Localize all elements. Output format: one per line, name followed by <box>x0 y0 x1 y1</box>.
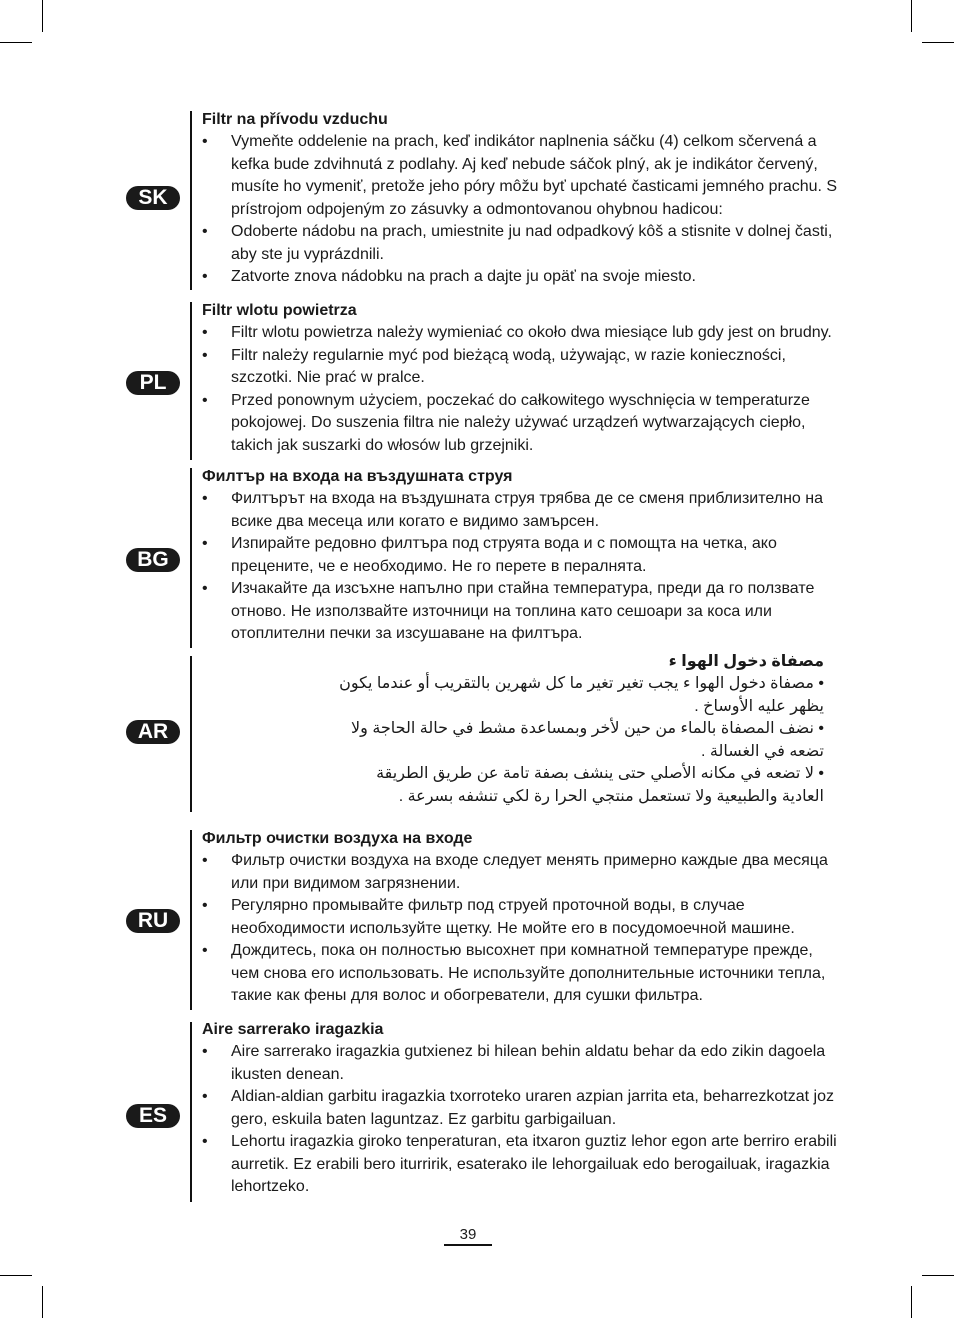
section-bg <box>202 466 842 646</box>
page-number: 39 <box>444 1226 492 1246</box>
section-sk <box>202 109 842 289</box>
list-item: • Aldian-aldian garbitu iragazkia txorroteko uraren azpian jarrita eta, beharrezkotzat joz gero, eskuila baten laguntzaz. Ez garbitu garbigailuan. <box>202 1088 834 1128</box>
crop-mark <box>0 42 32 43</box>
language-badge-sk: SK <box>126 186 180 210</box>
list-item: • Филтърът на входа на въздушната струя трябва де се сменя приблизително на всике два месеца или когато е видимо замърсен. <box>202 490 823 530</box>
list-item: • Изпирайте редовно филтъра под струята вода и с помощта на четка, ако прецените, че е необходимо. Не го перете в пералнята. <box>202 535 777 575</box>
language-badge-es: ES <box>126 1104 180 1128</box>
section-title: Filtr na přívodu vzduchu <box>202 111 388 128</box>
crop-mark <box>42 1286 43 1318</box>
list-item: • نضف المصفاة بالماء من حين لأخر وبمساعدة مشط في حالة الحاجة ولا تضعه في الغسالة . <box>351 720 824 760</box>
section-ar <box>330 651 824 808</box>
list-item: • Filtr należy regularnie myć pod bieżącą wodą, używając, w razie konieczności, szczotki. Nie prać w pralce. <box>202 346 786 386</box>
list-item: • Фильтр очистки воздуха на входе следует менять примерно каждые два месяца или при видимом загрязнении. <box>202 852 828 892</box>
section-title: Филтър на входа на въздушната струя <box>202 468 513 485</box>
list-item: • Дождитесь, пока он полностью высохнет при комнатной температуре прежде, чем снова его использовать. Не используйте дополнительные источники тепла, такие как фены для волос и обогреватели, для сушки фильтра. <box>202 942 826 1004</box>
list-item: • Vymeňte oddelenie na prach, keď indikátor naplnenia sáčku (4) celkom sčervená a kefka bude zdvihnutá z podlahy. Aj keď nebude sáčok plný, ak je indikátor červený, musíte ho vymeniť, pretože jeho póry môžu byť upchaté časticami jemného prachu. S prístrojom odpojeným zo zásuvky a odmontovanou ohybnou hadicou: <box>202 133 838 218</box>
section-title: Filtr wlotu powietrza <box>202 302 357 319</box>
crop-mark <box>42 0 43 32</box>
language-badge-ar: AR <box>126 720 180 744</box>
section-pl <box>202 300 842 457</box>
section-divider <box>190 830 192 1010</box>
section-divider <box>190 111 192 290</box>
section-ru <box>202 828 842 1008</box>
section-es <box>202 1019 842 1199</box>
list-item: • Przed ponownym użyciem, poczekać do całkowitego wyschnięcia w temperaturze pokojowej. Do suszenia filtra nie należy używać urządzeń wytwarzających ciepło, takich jak suszarki do włosów lub grzejniki. <box>202 391 810 454</box>
list-item: • Zatvorte znova nádobku na prach a dajte ju opäť na svoje miesto. <box>202 268 696 285</box>
list-item: • مصفاة دخول الهوا ء يجب تغير تغير ما كل شهرين بالتقريب أو عندما يكون يظهر عليه الأوساخ . <box>339 675 824 715</box>
list-item: • Odoberte nádobu na prach, umiestnite ju nad odpadkový kôš a stisnite v dolnej časti, aby ste ju vyprázdnili. <box>202 223 833 263</box>
section-title: مصفاة دخول الهوا ء <box>668 653 824 670</box>
crop-mark <box>922 1275 954 1276</box>
list-item: • لا تضعه في مكانه الأصلي حتى ينشف بصفة تامة عن طريق الطريقة العادية والطبيعية ولا تستعمل منتجي الحرا رة لكي تنشفه بسرعة . <box>376 765 824 805</box>
language-badge-bg: BG <box>126 548 180 572</box>
list-item: • Filtr wlotu powietrza należy wymieniać co około dwa miesiące lub gdy jest on brudny. <box>202 324 832 341</box>
crop-mark <box>922 42 954 43</box>
section-divider <box>190 1022 192 1202</box>
list-item: • Изчакайте да изсъхне напълно при стайна температура, преди да го ползвате отново. Не използвайте източници на топлина като сешоари за коса или отоплителни печки за изсушаване на филтъра. <box>202 580 815 642</box>
language-badge-ru: RU <box>126 909 180 933</box>
list-item: • Aire sarrerako iragazkia gutxienez bi hilean behin aldatu behar da edo zikin dagoela ikusten denean. <box>202 1043 826 1083</box>
language-badge-pl: PL <box>126 371 180 395</box>
section-divider <box>190 468 192 648</box>
section-divider <box>190 302 192 460</box>
crop-mark <box>911 0 912 32</box>
section-divider <box>190 656 192 812</box>
section-title: Фильтр очистки воздуха на входе <box>202 830 473 847</box>
section-title: Aire sarrerako iragazkia <box>202 1021 384 1038</box>
list-item: • Lehortu iragazkia giroko tenperaturan, eta itxaron guztiz lehor egon arte berriro erabili aurretik. Ez erabili bero iturririk, esaterako ile lehorgailuak edo berogailuak, iragazkia lehortzeko. <box>202 1133 837 1195</box>
crop-mark <box>911 1286 912 1318</box>
crop-mark <box>0 1275 32 1276</box>
list-item: • Регулярно промывайте фильтр под струей проточной воды, в случае необходимости используйте щетку. Не мойте его в посудомоечной машине. <box>202 897 795 937</box>
